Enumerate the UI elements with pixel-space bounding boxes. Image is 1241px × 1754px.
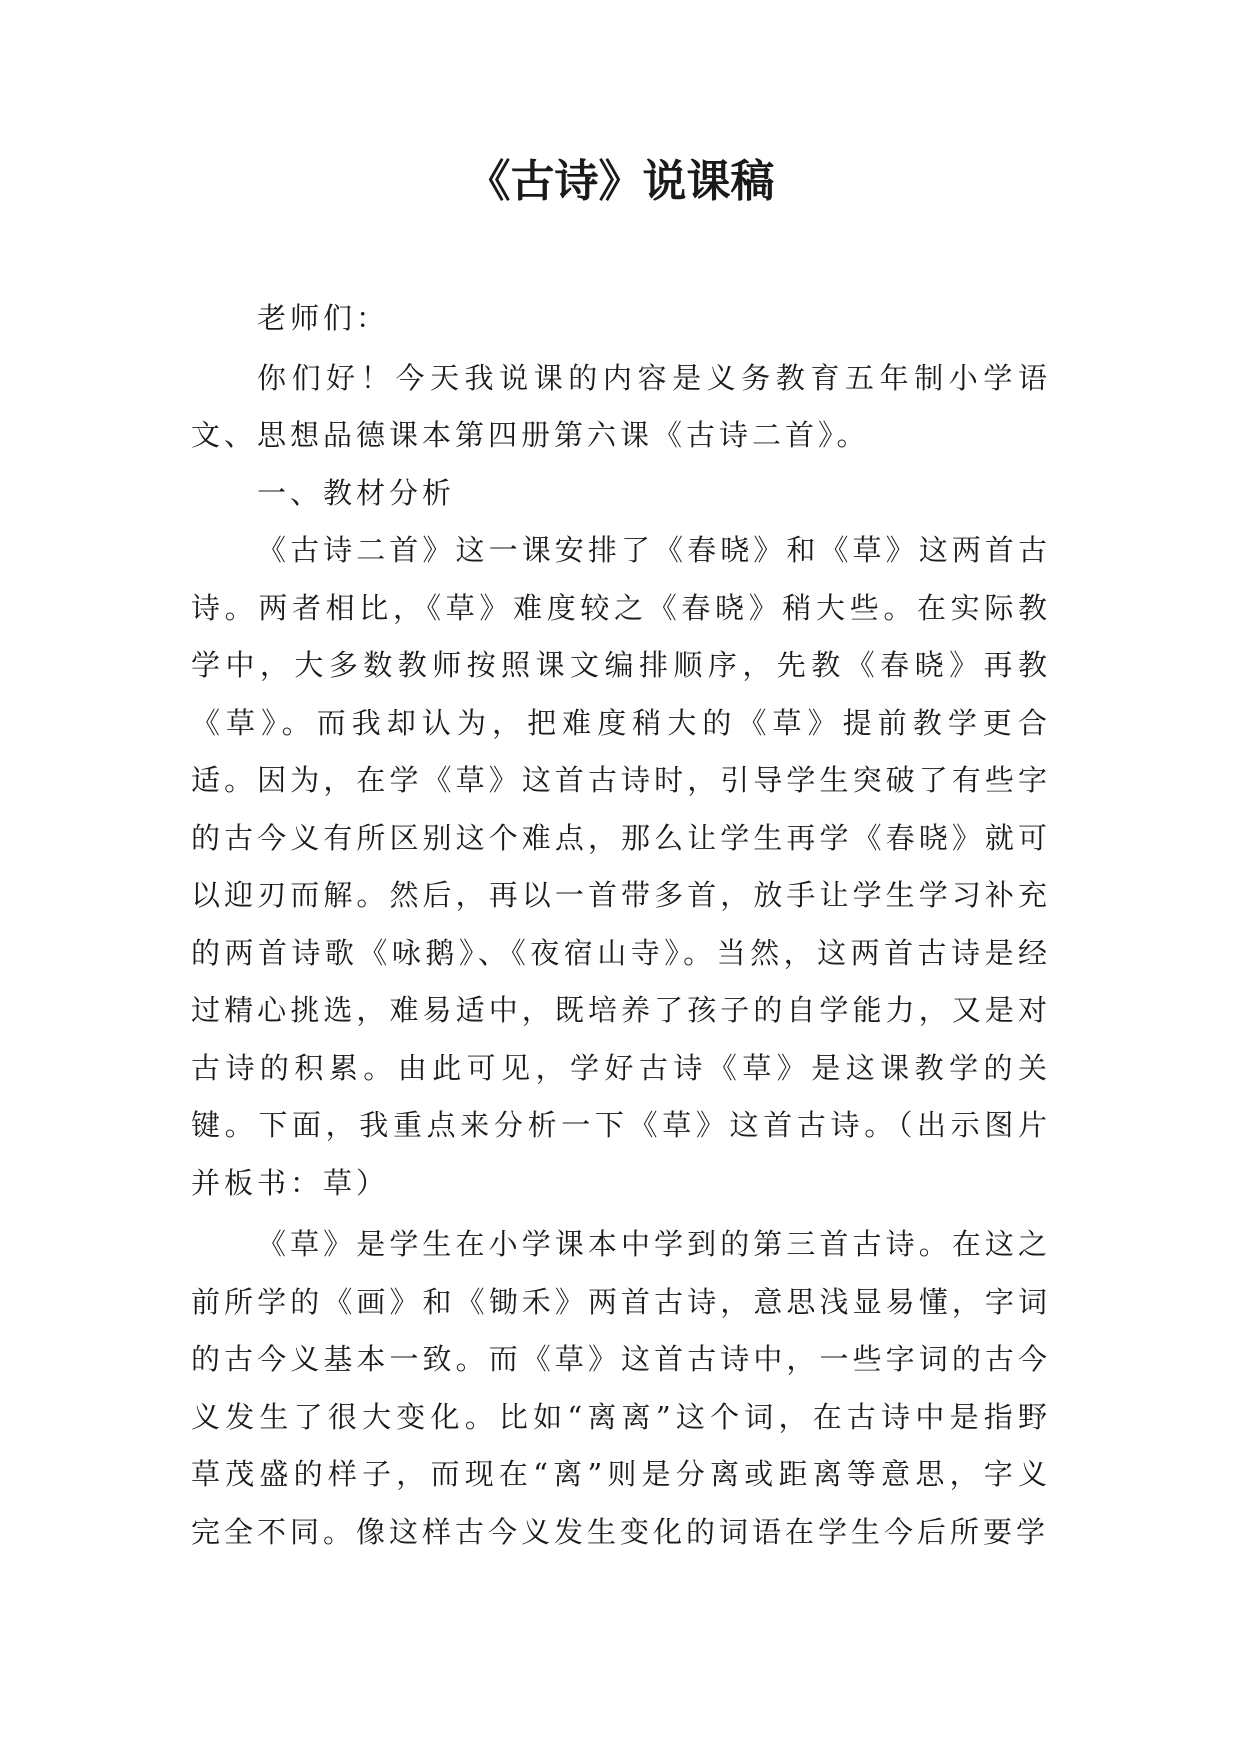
paragraph-poem-cao: 《草》是学生在小学课本中学到的第三首古诗。在这之前所学的《画》和《锄禾》两首古诗，意思浅显易懂，字词的古今义基本一致。而《草》这首古诗中，一些字词的古今义发生了很大变化。比如“离离”这个词，在古诗中是指野草茂盛的样子，而现在“离”则是分离或距离等意思，字义完全不同。像这样古今义发生变化的词语在学生今后所要学 <box>191 1227 1051 1549</box>
paragraph-greeting: 你们好！今天我说课的内容是义务教育五年制小学语文、思想品德课本第四册第六课《古诗二首》。 <box>191 360 1051 452</box>
paragraph-textbook-analysis: 《古诗二首》这一课安排了《春晓》和《草》这两首古诗。两者相比，《草》难度较之《春晓》稍大些。在实际教学中，大多数教师按照课文编排顺序，先教《春晓》再教《草》。而我却认为，把难度稍大的《草》提前教学更合适。因为，在学《草》这首古诗时，引导学生突破了有些字的古今义有所区别这个难点，那么让学生再学《春晓》就可以迎刃而解。然后，再以一首带多首，放手让学生学习补充的两首诗歌《咏鹅》、《夜宿山寺》。当然，这两首古诗是经过精心挑选，难易适中，既培养了孩子的自学能力，又是对古诗的积累。由此可见，学好古诗《草》是这课教学的关键。下面，我重点来分析一下《草》这首古诗。（出示图片并板书：草） <box>191 533 1051 1200</box>
salutation: 老师们： <box>257 301 390 335</box>
section-heading-textbook-analysis: 一、教材分析 <box>257 475 456 510</box>
document-title: 《古诗》说课稿 <box>466 156 775 207</box>
document-body <box>191 290 1051 1561</box>
